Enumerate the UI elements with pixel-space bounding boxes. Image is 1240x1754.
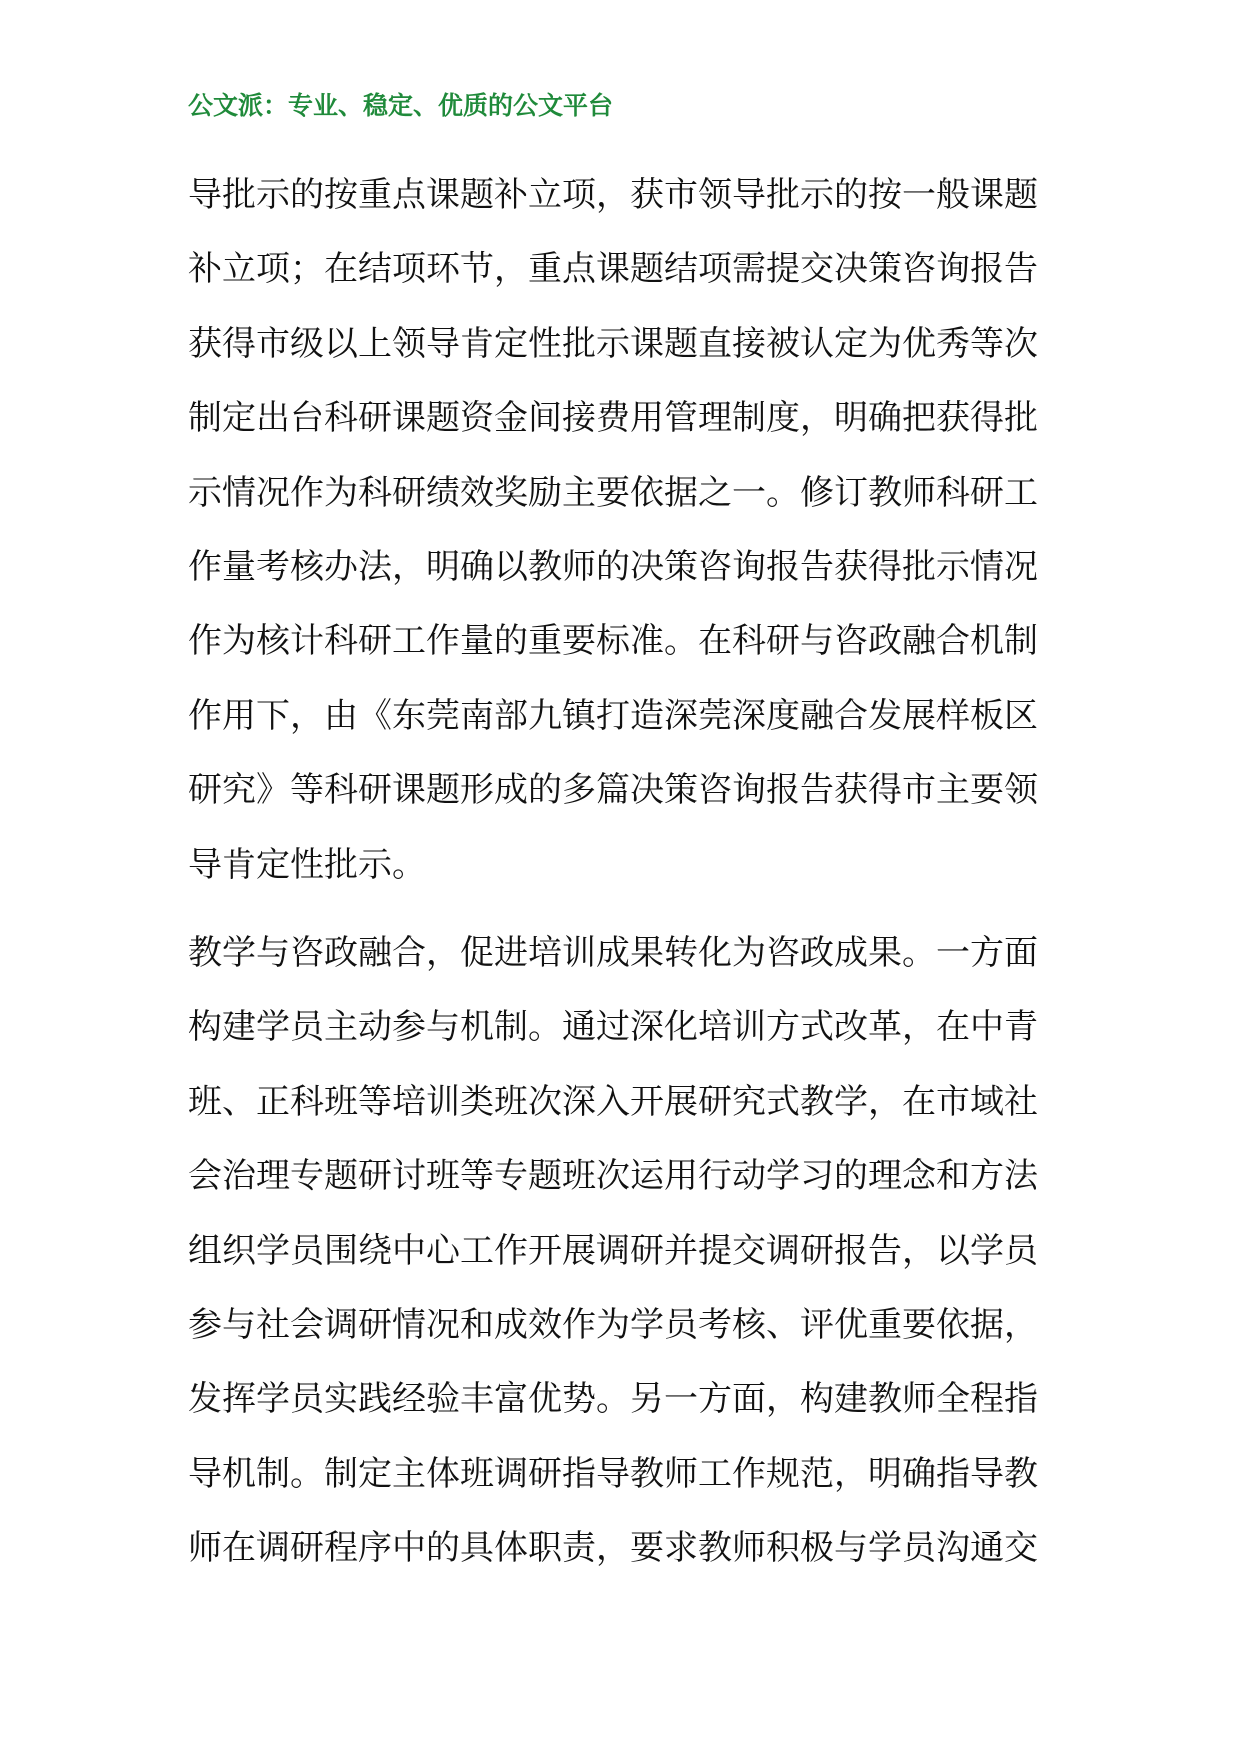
text-line: 构建学员主动参与机制。通过深化培训方式改革，在中青 — [188, 1007, 1038, 1048]
paragraph-1 — [188, 158, 1058, 902]
text-line: 获得市级以上领导肯定性批示课题直接被认定为优秀等次 — [188, 323, 1038, 364]
text-line: 班、正科班等培训类班次深入开展研究式教学，在市域社 — [188, 1081, 1038, 1122]
text-line: 会治理专题研讨班等专题班次运用行动学习的理念和方法 — [188, 1156, 1038, 1197]
text-line: 作量考核办法，明确以教师的决策咨询报告获得批示情况 — [188, 546, 1038, 587]
text-line: 教学与咨政融合，促进培训成果转化为咨政成果。一方面 — [188, 933, 1038, 973]
text-line: 参与社会调研情况和成效作为学员考核、评优重要依据， — [188, 1304, 1038, 1345]
text-line: 师在调研程序中的具体职责，要求教师积极与学员沟通交 — [188, 1528, 1038, 1569]
text-line: 制定出台科研课题资金间接费用管理制度，明确把获得批 — [188, 398, 1038, 439]
text-line: 导机制。制定主体班调研指导教师工作规范，明确指导教 — [188, 1453, 1038, 1494]
text-line: 导批示的按重点课题补立项，获市领导批示的按一般课题 — [188, 175, 1038, 215]
text-line: 补立项；在结项环节，重点课题结项需提交决策咨询报告 — [188, 249, 1038, 290]
text-line: 组织学员围绕中心工作开展调研并提交调研报告，以学员 — [188, 1230, 1038, 1271]
header-title: 公文派：专业、稳定、优质的公文平台 — [188, 91, 614, 120]
text-line: 作为核计科研工作量的重要标准。在科研与咨政融合机制 — [188, 621, 1038, 662]
paragraph-2 — [188, 916, 1058, 1586]
text-line: 导肯定性批示。 — [188, 844, 426, 885]
text-line: 示情况作为科研绩效奖励主要依据之一。修订教师科研工 — [188, 472, 1038, 513]
text-line: 发挥学员实践经验丰富优势。另一方面，构建教师全程指 — [188, 1379, 1038, 1420]
text-line: 作用下，由《东莞南部九镇打造深莞深度融合发展样板区 — [188, 695, 1038, 736]
text-line: 研究》等科研课题形成的多篇决策咨询报告获得市主要领 — [188, 770, 1038, 811]
